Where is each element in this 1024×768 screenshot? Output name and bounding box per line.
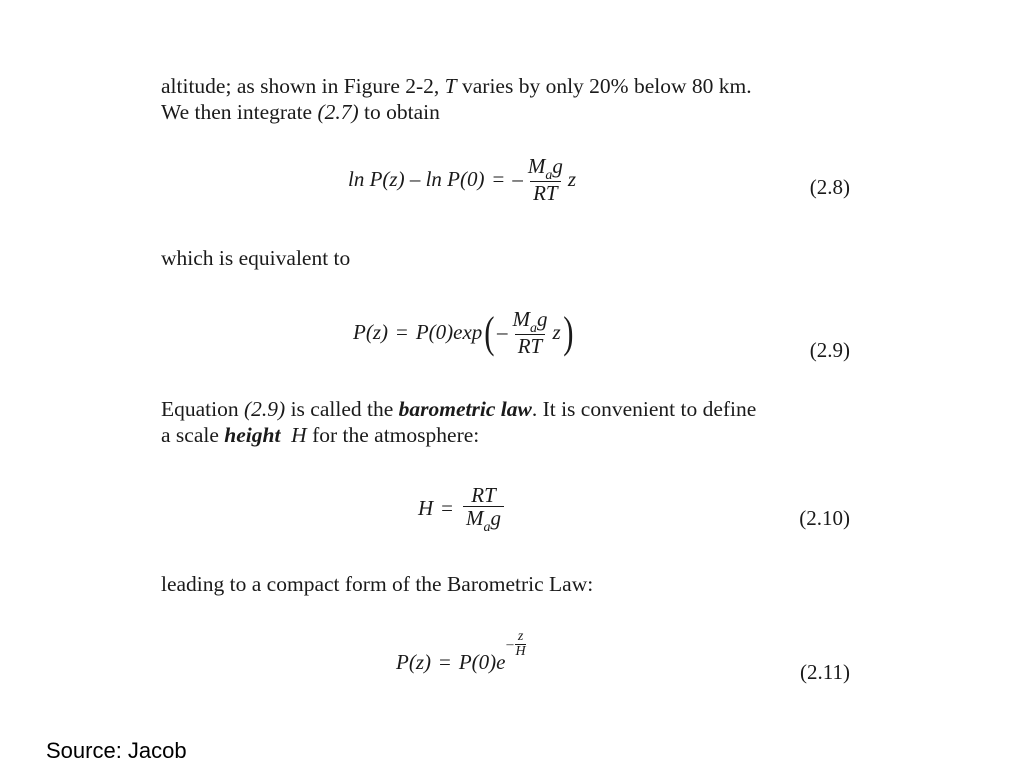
text: is called the [285, 397, 399, 421]
text: We then integrate [161, 100, 318, 124]
frac-den: RT [515, 334, 546, 357]
equation-number-2-9: (2.9) [809, 338, 850, 362]
frac-num-sub: a [545, 168, 553, 183]
right-paren: ) [562, 307, 574, 357]
text: a scale [161, 423, 225, 447]
eq-lhs: P(z) [353, 320, 388, 344]
frac-num-sub: a [529, 321, 537, 336]
eq-lhs: P(z) [396, 650, 431, 674]
term-barometric-law: barometric law [398, 397, 532, 421]
eq-lhs: H [418, 496, 434, 520]
text: varies by only 20% below 80 km. [456, 74, 752, 98]
paragraph-barometric [161, 396, 861, 448]
exponent-fraction [515, 630, 525, 659]
left-paren: ( [484, 307, 495, 357]
frac-den: M [466, 506, 484, 530]
frac-num-g: g [552, 154, 563, 178]
text: for the atmosphere: [306, 423, 480, 447]
paragraph-altitude [161, 73, 861, 125]
eq-rhs: P(0)exp [415, 320, 483, 344]
paragraph-compact-form: leading to a compact form of the Barometric Law: [161, 572, 594, 596]
exp-num: z [517, 629, 524, 644]
eq-rhs: P(0)e [458, 650, 506, 674]
eq-equals: = [396, 320, 408, 344]
text: altitude; as shown in Figure 2-2, [161, 74, 445, 98]
exp-den: H [515, 644, 526, 659]
source-caption: Source: Jacob [46, 738, 187, 763]
paragraph-equivalent: which is equivalent to [161, 246, 351, 270]
equation-2-9 [353, 308, 575, 357]
frac-den-sub: a [483, 520, 491, 535]
eq-fraction [525, 155, 566, 204]
eq-minus: – [512, 167, 523, 191]
eq-equals: = [439, 650, 451, 674]
text: to obtain [358, 100, 440, 124]
eq-ref: (2.7) [317, 100, 359, 124]
equation-2-10 [418, 484, 506, 533]
text: . It is convenient to define [531, 397, 757, 421]
equation-2-11 [396, 629, 526, 677]
eq-equals: = [441, 496, 454, 520]
equation-number-2-11: (2.11) [800, 660, 850, 684]
equation-number-2-10: (2.10) [799, 506, 850, 530]
var-T: T [444, 74, 457, 98]
eq-equals: = [492, 167, 505, 191]
eq-tail: z [552, 320, 561, 344]
frac-num-g: g [536, 307, 548, 331]
frac-den-g: g [490, 506, 502, 530]
frac-den: RT [530, 181, 561, 204]
var-H: H [291, 423, 307, 447]
equation-number-2-8: (2.8) [809, 175, 850, 199]
text: Equation [161, 397, 244, 421]
eq-lhs: ln P(z) – ln P(0) [348, 167, 485, 191]
eq-minus: – [496, 320, 508, 344]
eq-fraction [509, 308, 550, 357]
equation-2-8 [348, 155, 576, 204]
frac-num: RT [471, 483, 496, 507]
frac-num: M [527, 154, 546, 178]
term-height: height [224, 423, 281, 447]
eq-ref: (2.9) [244, 397, 286, 421]
eq-tail: z [567, 167, 577, 191]
exp-minus: – [506, 636, 514, 652]
frac-num: M [512, 307, 530, 331]
eq-fraction [463, 484, 504, 533]
